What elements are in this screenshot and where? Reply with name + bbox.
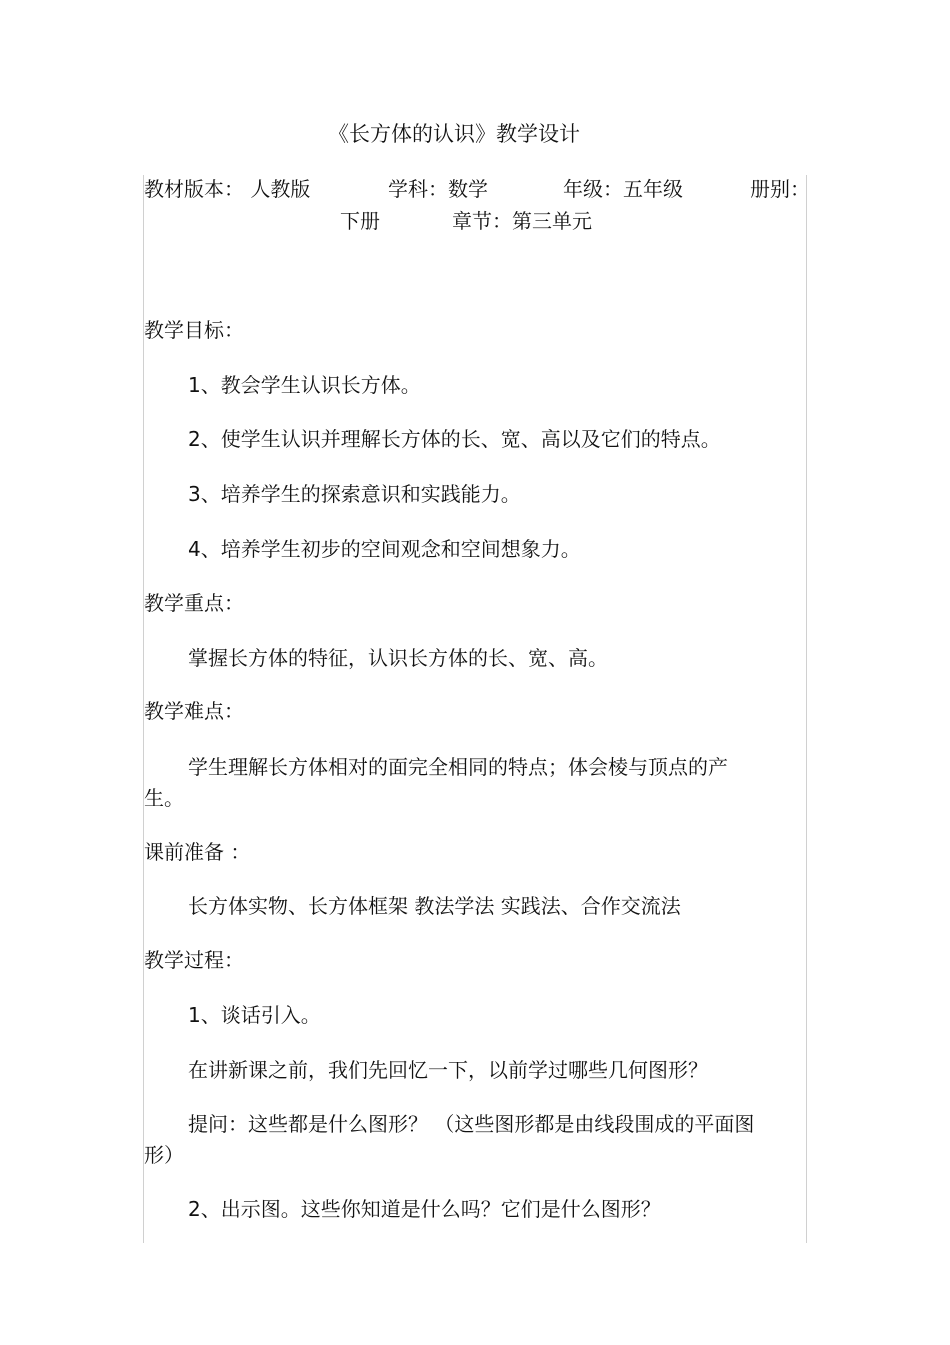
process-heading: 教学过程： <box>144 948 244 972</box>
objectives-heading: 教学目标： <box>144 318 244 342</box>
preparation-heading: 课前准备 ： <box>144 840 251 864</box>
meta-volume-value: 下册 <box>340 209 380 233</box>
page-frame-right <box>806 175 807 1243</box>
meta-chapter: 章节：第三单元 <box>452 209 592 233</box>
process-paragraph-1: 在讲新课之前，我们先回忆一下，以前学过哪些几何图形？ <box>188 1058 708 1082</box>
preparation-text: 长方体实物、长方体框架 教法学法 实践法、合作交流法 <box>188 894 681 918</box>
key-points-text: 掌握长方体的特征，认识长方体的长、宽、高。 <box>188 646 608 670</box>
difficulties-text-line2: 生。 <box>144 786 184 810</box>
difficulties-text-line1: 学生理解长方体相对的面完全相同的特点；体会棱与顶点的产 <box>188 755 728 779</box>
meta-subject: 学科：数学 <box>388 177 488 201</box>
meta-volume-label: 册别： <box>750 177 810 201</box>
objective-item: 1、教会学生认识长方体。 <box>188 373 421 397</box>
process-paragraph-2-line1: 提问：这些都是什么图形？ （这些图形都是由线段围成的平面图 <box>188 1112 755 1136</box>
difficulties-heading: 教学难点： <box>144 699 244 723</box>
key-points-heading: 教学重点： <box>144 591 244 615</box>
meta-edition: 教材版本： 人教版 <box>144 177 311 201</box>
document-title: 《长方体的认识》教学设计 <box>328 122 580 146</box>
objective-item: 3、培养学生的探索意识和实践能力。 <box>188 482 521 506</box>
objective-item: 2、使学生认识并理解长方体的长、宽、高以及它们的特点。 <box>188 427 721 451</box>
process-paragraph-2-line2: 形） <box>144 1143 184 1167</box>
objective-item: 4、培养学生初步的空间观念和空间想象力。 <box>188 537 581 561</box>
process-step-1: 1、谈话引入。 <box>188 1003 321 1027</box>
process-step-2: 2、出示图。这些你知道是什么吗？它们是什么图形？ <box>188 1197 661 1221</box>
meta-grade: 年级：五年级 <box>563 177 683 201</box>
